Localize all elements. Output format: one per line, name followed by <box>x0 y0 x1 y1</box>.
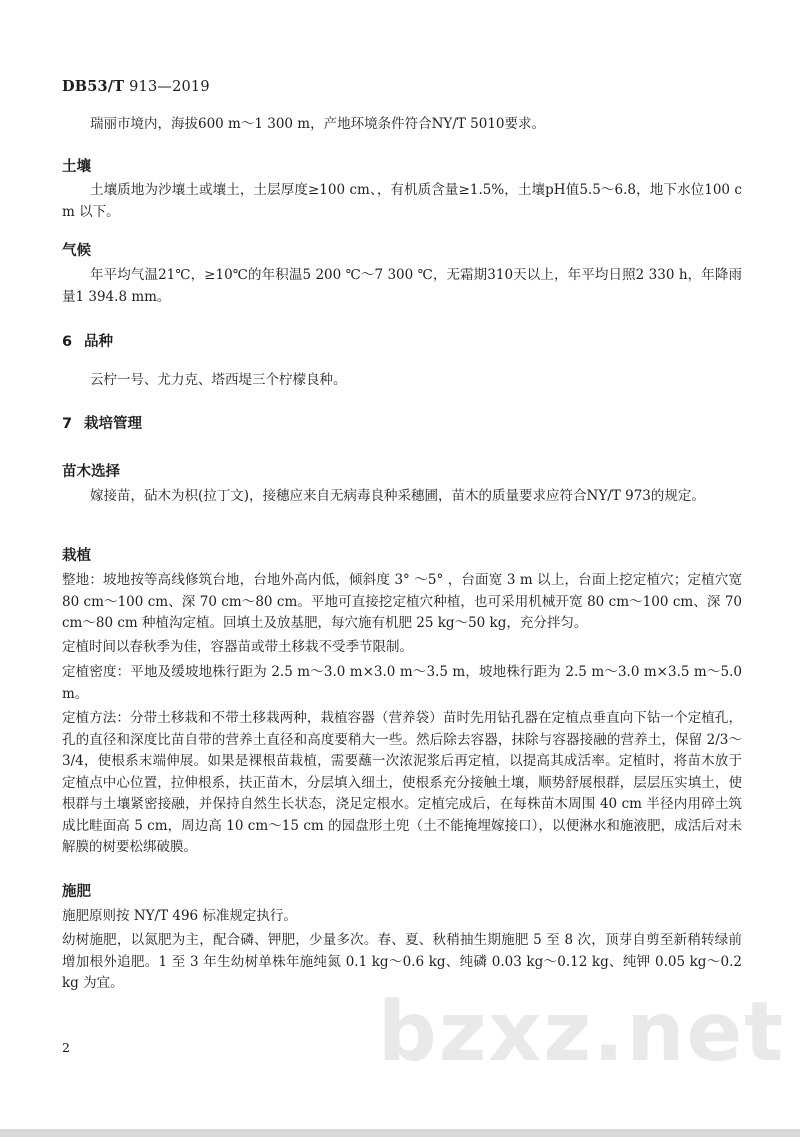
section-7-number: 7 <box>62 416 73 432</box>
paragraph-varieties: 云柠一号、尤力克、塔西堤三个柠檬良种。 <box>90 372 347 388</box>
paragraph-seedling: 嫁接苗，砧木为枳(拉丁文)，接穗应来自无病毒良种采穗圃，苗木的质量要求应符合NY/T 973的规定。 <box>90 488 705 504</box>
heading-fertilizer: 施肥 <box>62 884 91 900</box>
paragraph-location: 瑞丽市境内，海拔600 m～1 300 m，产地环境条件符合NY/T 5010要求。 <box>90 116 546 132</box>
standard-number: 913—2019 <box>124 79 210 95</box>
standard-header <box>62 78 210 95</box>
paragraph-young-tree-fertilizer: 幼树施肥，以氮肥为主，配合磷、钾肥，少量多次。春、夏、秋稍抽生期施肥 5 至 8 次，顶芽自剪至新稍转绿前增加根外追肥。1 至 3 年生幼树单株年施纯氮 0.1 kg～0.6 kg、纯磷 0.03 kg～0.12 kg、纯钾 0.05 kg～0.2 kg 为宜。 <box>62 932 742 991</box>
section-6-title: 品种 <box>84 334 113 350</box>
page-number: 2 <box>62 1040 70 1055</box>
section-6-number: 6 <box>62 334 73 350</box>
heading-seedling: 苗木选择 <box>62 464 120 480</box>
heading-planting: 栽植 <box>62 548 91 564</box>
paragraph-planting-time: 定植时间以春秋季为佳，容器苗或带土移栽不受季节限制。 <box>62 639 413 655</box>
paragraph-soil: 土壤质地为沙壤土或壤土，土层厚度≥100 cm、，有机质含量≥1.5%，土壤pH值5.5～6.8，地下水位100 cm 以下。 <box>62 182 742 220</box>
watermark: bzxz.net <box>378 985 786 1080</box>
heading-section-7 <box>62 412 742 433</box>
heading-climate: 气候 <box>62 243 91 259</box>
paragraph-land-prep: 整地：坡地按等高线修筑台地，台地外高内低，倾斜度 3° ～5° ，台面宽 3 m 以上，台面上挖定植穴；定植穴宽 80 cm～100 cm、深 70 cm～80 cm。平地可直接挖定植穴种植，也可采用机械开宽 80 cm～100 cm、深 70 cm～80 cm 种植沟定植。回填土及放基肥，每穴施有机肥 25 kg～50 kg，充分拌匀。 <box>62 572 742 631</box>
section-7-title: 栽培管理 <box>84 416 142 432</box>
paragraph-planting-method: 定植方法：分带土移栽和不带土移栽两种，栽植容器（营养袋）苗时先用钻孔器在定植点垂直向下钻一个定植孔，孔的直径和深度比苗自带的营养土直径和高度要稍大一些。然后除去容器，抹除与容器接融的营养土，保留 2/3～3/4，使根系末端伸展。如果是裸根苗栽植，需要蘸一次浓泥浆后再定植，以提高其成活率。定植时，将苗木放于定植点中心位置，拉伸根系，扶正苗木，分层填入细土，使根系充分接触土壤，顺势舒展根群，层层压实填土，使根群与土壤紧密接融，并保持自然生长状态，浇足定根水。定植完成后，在每株苗木周围 40 cm 半径内用碎土筑成比畦面高 5 cm，周边高 10 cm～15 cm 的园盘形土兜（土不能掩埋嫁接口），以便淋水和施液肥，成活后对未解膜的树要松绑破膜。 <box>62 710 742 855</box>
bottom-edge <box>0 1129 800 1137</box>
heading-section-6 <box>62 330 742 351</box>
paragraph-planting-density: 定植密度：平地及缓坡地株行距为 2.5 m～3.0 m×3.0 m～3.5 m，坡地株行距为 2.5 m～3.0 m×3.5 m～5.0 m。 <box>62 664 742 702</box>
standard-code: DB53/T <box>62 78 125 95</box>
heading-soil: 土壤 <box>62 159 91 175</box>
paragraph-climate: 年平均气温21℃，≥10℃的年积温5 200 ℃～7 300 ℃，无霜期310天以上，年平均日照2 330 h，年降雨量1 394.8 mm。 <box>62 267 742 305</box>
paragraph-fertilizer-principle: 施肥原则按 NY/T 496 标准规定执行。 <box>62 908 297 924</box>
